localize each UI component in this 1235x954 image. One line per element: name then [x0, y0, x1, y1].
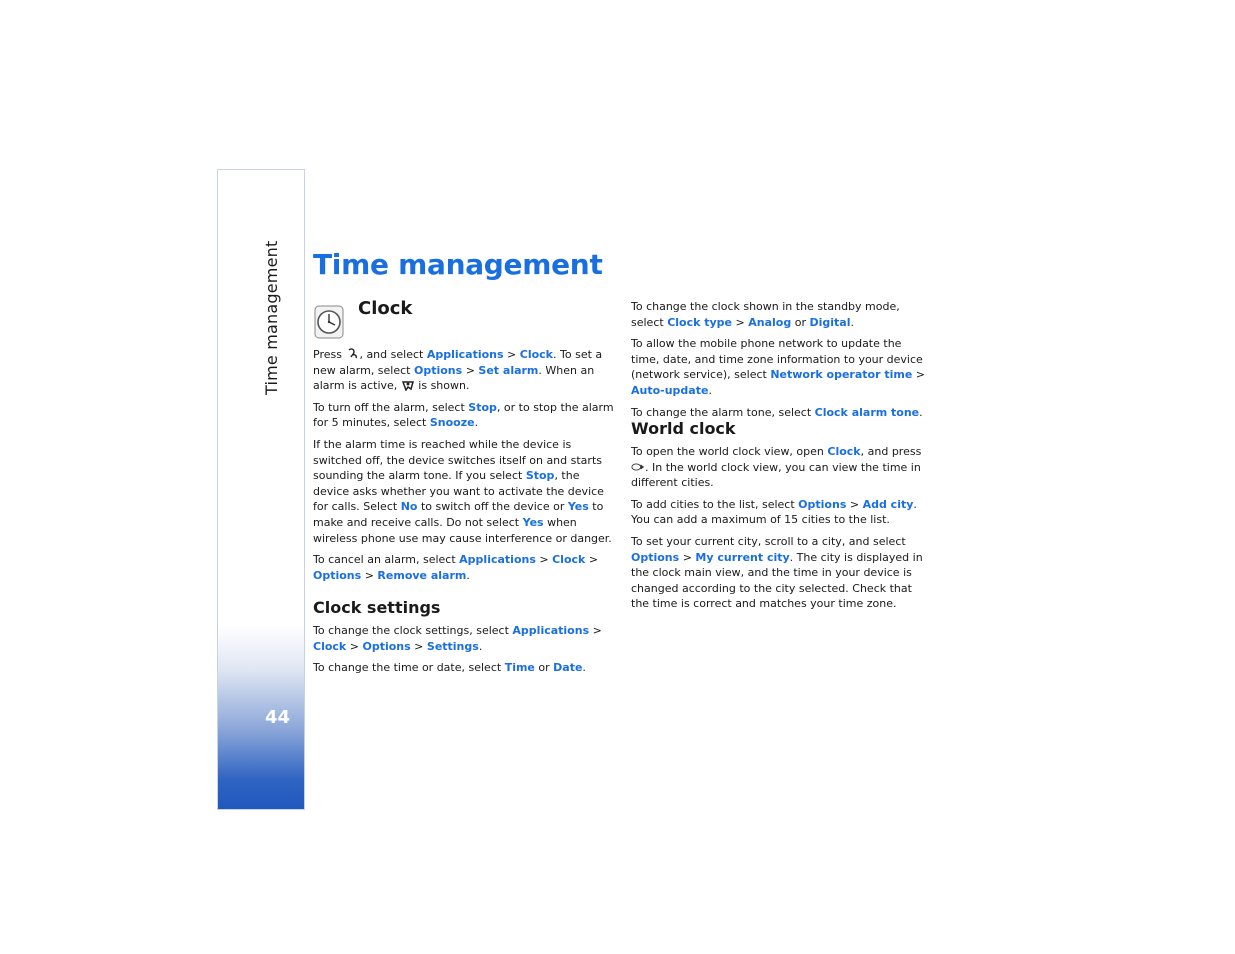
right-paragraph-3: To change the alarm tone, select Clock alarm tone.	[631, 405, 923, 419]
link-network-operator-time[interactable]: Network operator time	[770, 368, 913, 382]
world-clock-heading: World clock	[631, 419, 736, 438]
link-remove-alarm[interactable]: Remove alarm	[377, 568, 467, 582]
clock-settings-heading: Clock settings	[313, 598, 441, 617]
clock-settings-body	[313, 623, 615, 682]
link-applications-3[interactable]: Applications	[512, 624, 590, 637]
link-my-current-city[interactable]: My current city	[695, 550, 790, 564]
link-settings[interactable]: Settings	[426, 639, 479, 653]
world-clock-body	[631, 444, 931, 618]
link-yes-2[interactable]: Yes	[522, 515, 544, 529]
side-tab	[217, 169, 305, 810]
joystick-right-icon	[631, 461, 645, 473]
menu-key-icon	[345, 348, 359, 360]
clock-paragraph-4: To cancel an alarm, select Applications > Clock > Options > Remove alarm.	[313, 553, 599, 582]
link-add-city[interactable]: Add city	[862, 497, 914, 511]
link-yes[interactable]: Yes	[567, 500, 589, 514]
link-time[interactable]: Time	[504, 661, 535, 675]
link-no[interactable]: No	[400, 500, 418, 514]
link-applications[interactable]: Applications	[426, 348, 504, 361]
link-analog[interactable]: Analog	[748, 315, 792, 329]
link-clock[interactable]: Clock	[519, 348, 554, 361]
alarm-indicator-icon	[401, 379, 415, 391]
link-clock-4[interactable]: Clock	[827, 445, 861, 458]
clock-settings-paragraph-2: To change the time or date, select Time or Date.	[313, 661, 586, 675]
clock-paragraph-1: Press , and select Applications > Clock. To set a new alarm, select Options > Set alarm. When an alarm is active, is shown.	[313, 348, 603, 393]
link-clock-2[interactable]: Clock	[552, 553, 586, 567]
link-options[interactable]: Options	[414, 363, 463, 377]
link-options-2[interactable]: Options	[313, 568, 362, 582]
world-clock-paragraph-2: To add cities to the list, select Options > Add city. You can add a maximum of 15 cities to the list.	[631, 497, 917, 527]
world-clock-paragraph-1: To open the world clock view, open Clock, and press . In the world clock view, you can view the time in different cities.	[631, 445, 922, 490]
link-clock-alarm-tone[interactable]: Clock alarm tone	[814, 405, 920, 419]
link-options-5[interactable]: Options	[631, 550, 680, 564]
link-digital[interactable]: Digital	[809, 315, 851, 329]
clock-settings-paragraph-1: To change the clock settings, select Applications > Clock > Options > Settings.	[313, 624, 602, 653]
link-stop[interactable]: Stop	[468, 400, 497, 414]
page-title: Time management	[313, 248, 603, 281]
side-tab-title: Time management	[262, 240, 281, 395]
link-set-alarm[interactable]: Set alarm	[478, 363, 539, 377]
link-applications-2[interactable]: Applications	[459, 553, 536, 567]
link-options-3[interactable]: Options	[362, 639, 411, 653]
right-paragraph-2: To allow the mobile phone network to update the time, date, and time zone information to your device (network service), select Network operator time > Auto-update.	[631, 337, 926, 397]
right-column	[631, 299, 931, 426]
link-date[interactable]: Date	[553, 661, 583, 675]
link-clock-type[interactable]: Clock type	[667, 315, 733, 329]
link-options-4[interactable]: Options	[798, 497, 847, 511]
clock-paragraph-2: To turn off the alarm, select Stop, or to stop the alarm for 5 minutes, select Snooze.	[313, 400, 614, 430]
link-auto-update[interactable]: Auto-update	[631, 383, 709, 397]
link-stop-2[interactable]: Stop	[525, 469, 555, 483]
clock-icon	[314, 305, 344, 339]
clock-heading: Clock	[358, 298, 413, 319]
link-clock-3[interactable]: Clock	[313, 639, 347, 653]
page-number: 44	[265, 707, 291, 728]
left-column	[313, 347, 615, 589]
clock-paragraph-3: If the alarm time is reached while the device is switched off, the device switches itself on and starts sounding the alarm tone. If you select Stop, the device asks whether you want to activate the device for calls. Select No to switch off the device or Yes to make and receive calls. Do not select Yes when wireless phone use may cause interference or danger.	[313, 437, 612, 545]
right-paragraph-1: To change the clock shown in the standby mode, select Clock type > Analog or Digital.	[631, 300, 900, 329]
link-snooze[interactable]: Snooze	[429, 416, 475, 430]
world-clock-paragraph-3: To set your current city, scroll to a city, and select Options > My current city. The city is displayed in the clock main view, and the time in your device is changed according to the city selected. Check that the time is correct and matches your time zone.	[631, 534, 923, 611]
